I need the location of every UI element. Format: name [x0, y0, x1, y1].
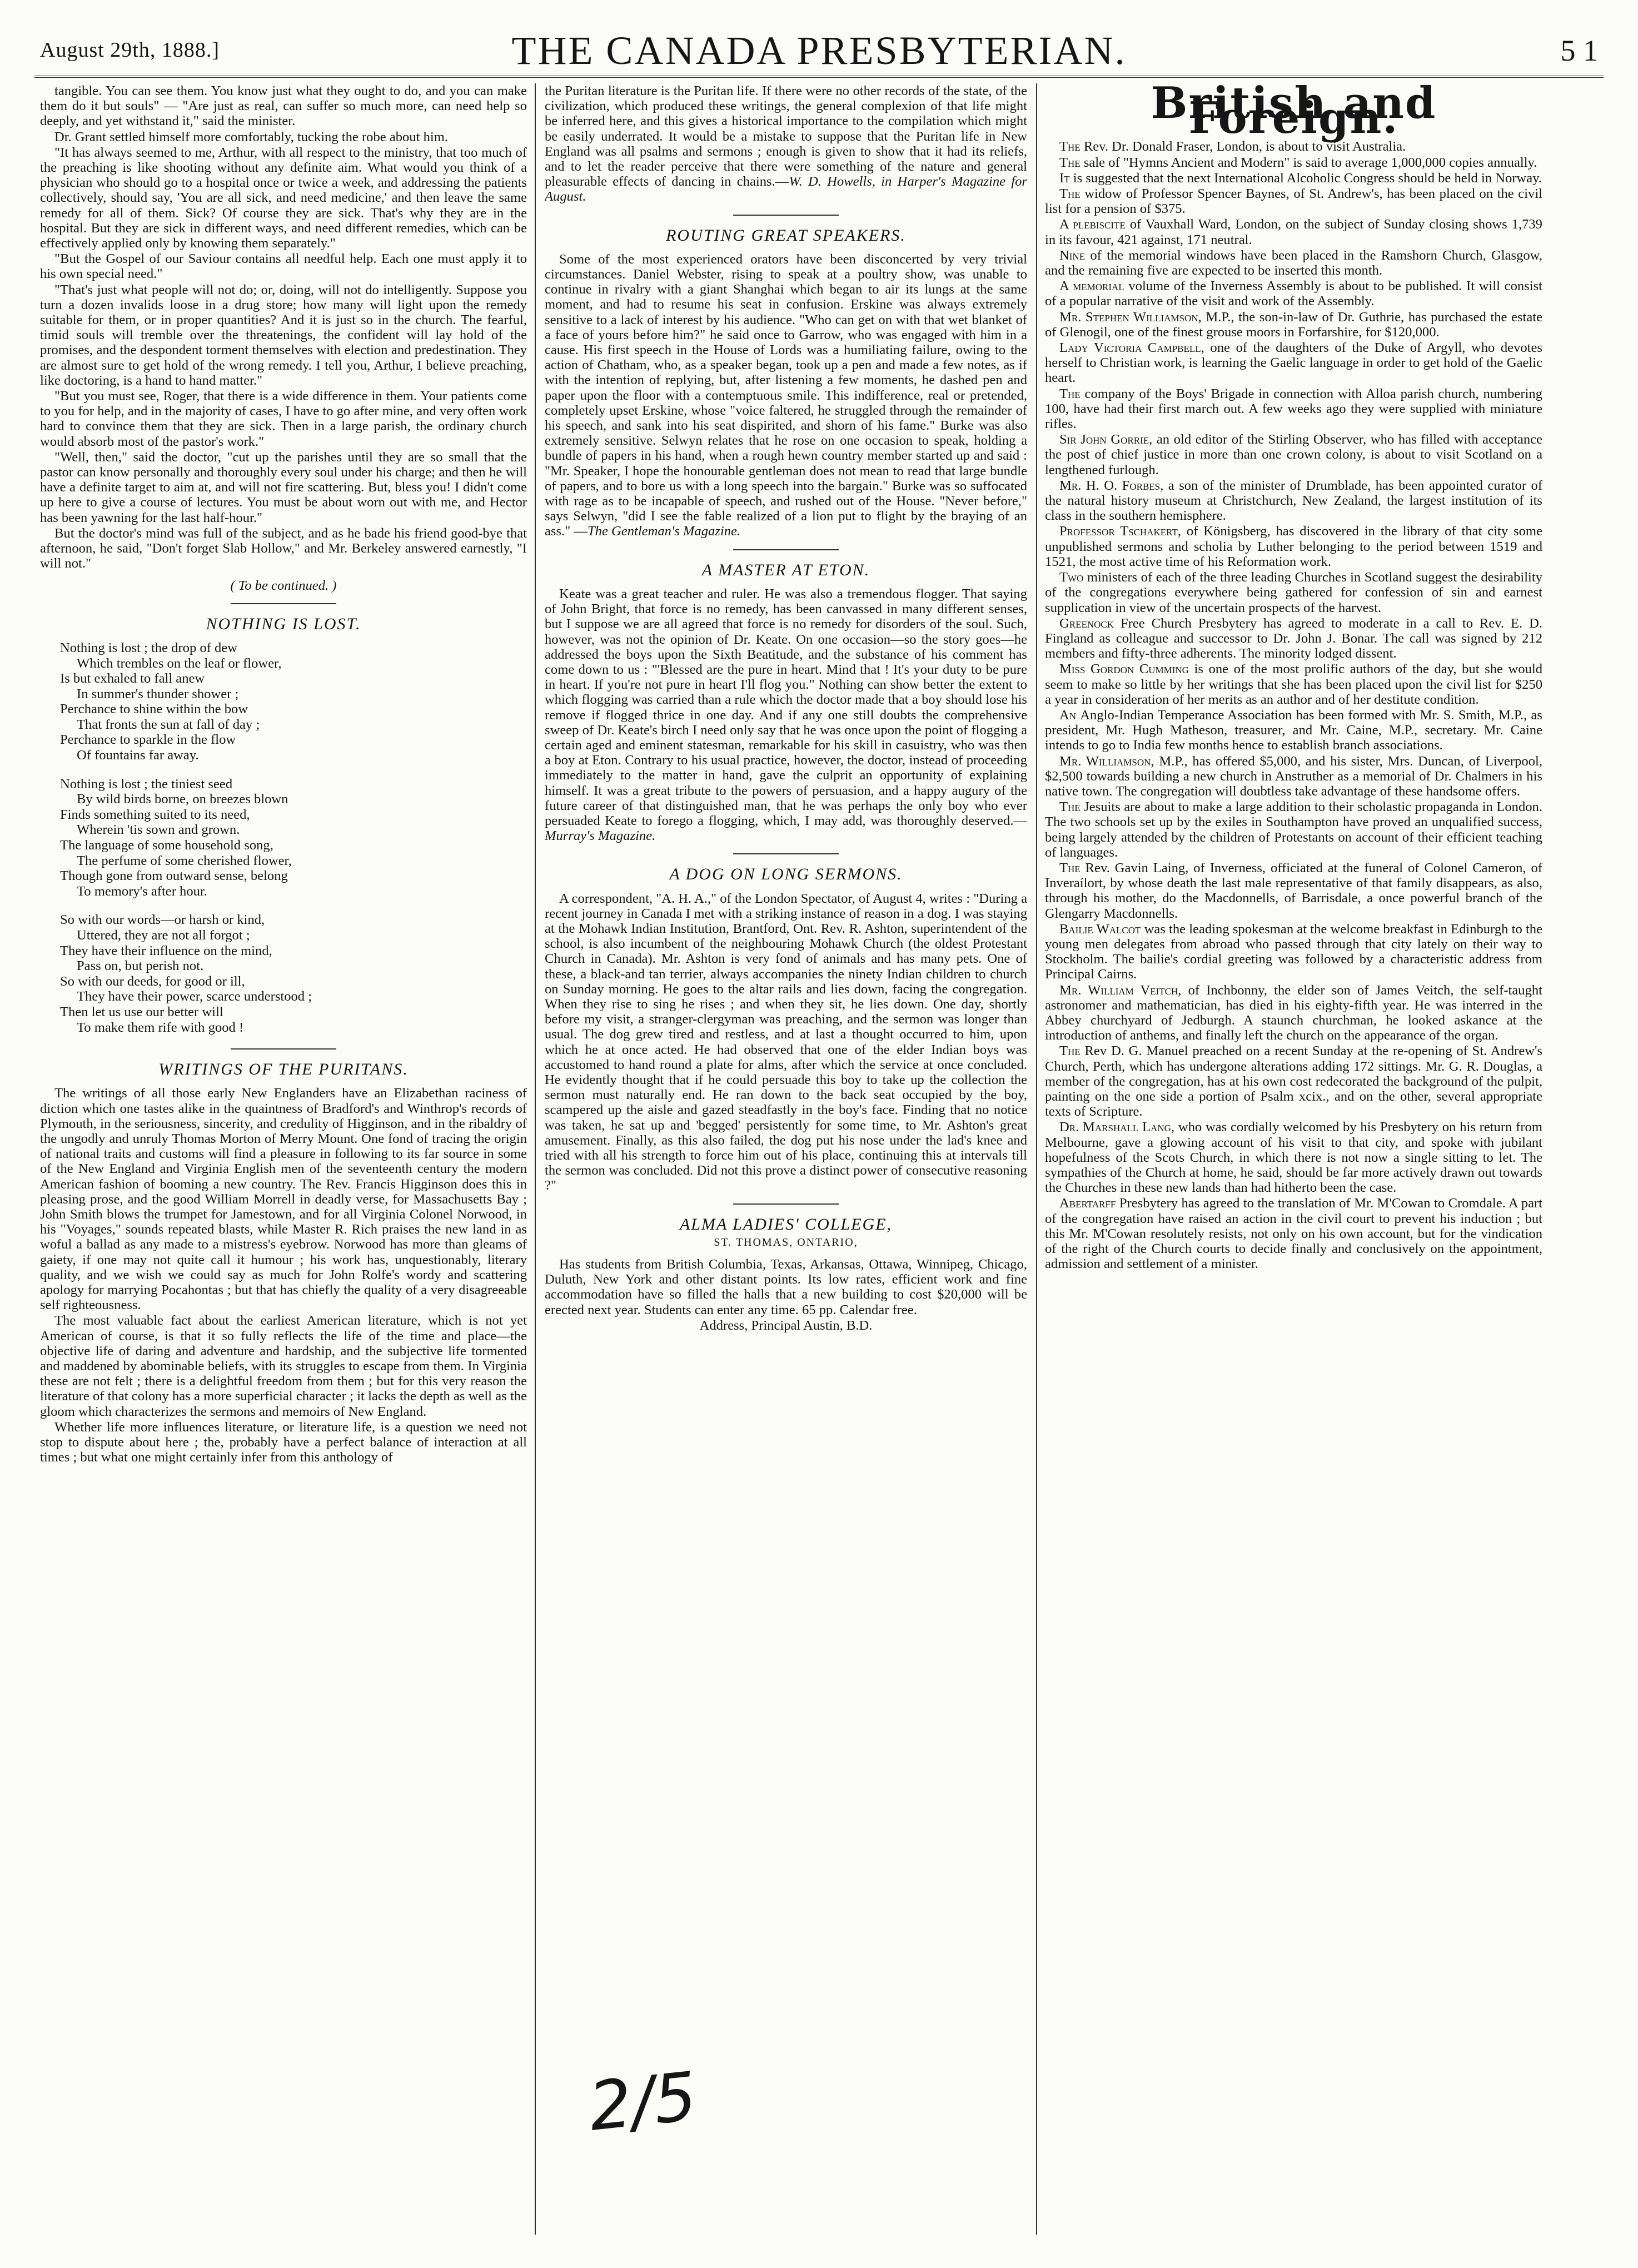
poem-line: Of fountains far away.: [77, 748, 199, 763]
news-item-text: of Königsberg, has discovered in the library of that city some unpublished sermons and scholia by Luther belonging to the period between 1519 and 1521, the most active time of his Reformation work.: [1045, 524, 1542, 569]
news-item-lead: Professor Tschakert,: [1059, 524, 1187, 539]
poem: [60, 640, 527, 1035]
source-attribution: The Gentleman's Magazine.: [588, 524, 741, 539]
advert-address: Address, Principal Austin, B.D.: [699, 1317, 873, 1333]
news-item-lead: The: [1059, 139, 1084, 155]
news-item-lead: A plebiscite: [1059, 217, 1130, 232]
news-item-text: Anglo-Indian Temperance Association has been formed with Mr. S. Smith, M.P., as president, Mr. Hugh Matheson, treasurer, and Mr. Caine, M.P., secretary. Mr. Caine intends to go to India few months hence to establish branch associations.: [1045, 707, 1542, 753]
paragraph-text: Some of the most experienced orators have been disconcerted by very trivial circumstances. Daniel Webster, rising to speak at a poultry show, was unable to continue in rivalry with a giant Shanghai which began to air its lungs at the same moment, and had to resume his seat in confusion. Erskine was always extremely sensitive to a lack of interest by his audience. "Who can get on with that wet blanket of a face of yours before him?" he said once to Garrow, who was engaged with him in a cause. His first speech in the House of Lords was a humiliating failure, owing to the action of Chatham, who, as a speaker began, took up a pen and made a few notes, as if with the intention of replying, but, after listening a few moments, he dashed pen and paper upon the floor with a contemptuous smile. This indifference, real or pretended, completely upset Erskine, whose "voice faltered, he struggled through the remainder of his speech, and sank into his seat dispirited, and shorn of his fame." Burke was also extremely sensitive. Selwyn relates that he rose on one occasion to speak, holding a bundle of papers in his hand, when a rough hewn country member started up and said : "Mr. Speaker, I hope the honourable gentleman does not mean to read that large bundle of papers, and to bore us with a long speech into the bargain." Burke was so suffocated with rage as to be incapable of speech, and rushed out of the House. "Never before," says Selwyn, "did I see the fable realized of a lion put to flight by the braying of an ass." —: [545, 251, 1027, 539]
section-rule: [733, 853, 839, 854]
story-paragraph: "But the Gospel of our Saviour contains all needful help. Each one must apply it to his own special need.": [40, 251, 527, 282]
news-item-text: of the memorial windows have been placed in the Ramshorn Church, Glasgow, and the remaining five are expected to be inserted this month.: [1045, 247, 1542, 278]
newspaper-title: THE CANADA PRESBYTERIAN.: [511, 28, 1127, 73]
poem-stanza: [60, 912, 527, 1035]
poem-line: By wild birds borne, on breezes blown: [77, 792, 288, 807]
poem-line: Wherein 'tis sown and grown.: [77, 822, 240, 838]
news-item: [1045, 186, 1542, 216]
news-item-lead: Mr. Williamson,: [1059, 753, 1159, 769]
news-item-lead: Mr. H. O. Forbes,: [1059, 478, 1168, 493]
news-item: [1045, 278, 1542, 309]
news-item-text: a son of the minister of Drumblade, has been appointed curator of the natural history museum at Christchurch, New Zealand, the largest institution of its class in the southern hemisphere.: [1045, 478, 1542, 524]
news-item: [1045, 310, 1542, 340]
news-item-lead: Abertarff: [1059, 1196, 1119, 1211]
poem-title: NOTHING IS LOST.: [206, 614, 361, 633]
advert-location: ST. THOMAS, ONTARIO,: [714, 1236, 858, 1249]
news-item-text: Jesuits are about to make a large addition to their scholastic propaganda in London. The two schools set up by the exiles in Southampton have proved an unqualified success, being largely attended by the children of Protestants on account of their efficient teaching of languages.: [1045, 799, 1542, 860]
poem-line: Perchance to shine within the bow: [60, 702, 248, 717]
news-item-text: of Inchbonny, the elder son of James Veitch, the self-taught astronomer and mathematician, has died in his eighty-fifth year. He was interred in the Abbey churchyard of Jedburgh. A staunch churchman, he looked askance at the introduction of anthems, and finally left the church on the appearance of the organ.: [1045, 982, 1542, 1043]
news-item-lead: It: [1059, 170, 1073, 186]
news-item-lead: Lady Victoria Campbell,: [1059, 340, 1211, 356]
poem-line: Uttered, they are not all forgot ;: [77, 928, 250, 943]
article-title-puritans: WRITINGS OF THE PURITANS.: [158, 1060, 409, 1079]
column-1: [40, 83, 527, 2240]
section-rule: [231, 1048, 336, 1050]
news-items: [1045, 139, 1542, 1271]
news-item: [1045, 386, 1542, 432]
news-item-text: is one of the most prolific authors of the day, but she would seem to make so little by her writings that she has been placed upon the civil list for $250 a year in consideration of her merits as an author and of her destitute condition.: [1045, 662, 1542, 707]
news-item-lead: Miss Gordon Cumming: [1059, 662, 1194, 677]
poem-line: The language of some household song,: [60, 838, 273, 853]
article-puritans: [40, 1086, 527, 1465]
article-title-routing: ROUTING GREAT SPEAKERS.: [666, 226, 906, 245]
advert-title-alma: ALMA LADIES' COLLEGE,: [679, 1215, 893, 1234]
section-rule: [733, 549, 839, 550]
news-item-text: an old editor of the Stirling Observer, who has filled with acceptance the post of chief justice in more than one crown colony, is about to visit Scotland on a lengthened furlough.: [1045, 432, 1542, 478]
story-paragraph: "It has always seemed to me, Arthur, with all respect to the ministry, that too much of the preaching is like shooting without any definite aim. What would you think of a physician who should go to a hospital once or twice a week, and addressing the patients collectively, should say, 'You are all sick, and need medicine,' and then leave the same remedy for all of them. Sick? Of course they are sick. That's why they are in the hospital. But they are sick in different ways, and need different remedies, which can be effectively applied only by knowing them separately.": [40, 145, 527, 251]
column-divider: [535, 83, 536, 2235]
news-item-lead: Sir John Gorrie,: [1059, 432, 1157, 447]
story-paragraph: But the doctor's mind was full of the subject, and as he bade his friend good-bye that afternoon, he said, "Don't forget Slab Hollow," and Mr. Berkeley answered earnestly, "I will not.": [40, 525, 527, 571]
news-item: [1045, 1043, 1542, 1119]
section-rule: [231, 603, 336, 604]
section-rule: [733, 215, 839, 216]
poem-line: Is but exhaled to fall anew: [60, 671, 205, 687]
poem-stanza: [60, 777, 527, 899]
news-item-lead: A memorial: [1059, 278, 1129, 294]
article-paragraph: The writings of all those early New Englanders have an Elizabethan raciness of diction which one tastes alike in the quaintness of Bradford's and Winthrop's records of Plymouth, in the seriousness, sincerity, and credulity of Higginson, and in the ribaldry of the ungodly and unruly Thomas Morton of Merry Mount. One fond of tracing the origin of national traits and customs will find a pleasure in following to its far source in some of the New England and Virginia English men of the seventeenth century the modern American fashion of booming a new country. The Rev. Francis Higginson does this in pleasing prose, and the good William Morrell in deadly verse, for Massachusetts Bay ; John Smith blows the trumpet for Jamestown, and for all Virginia Colonel Norwood, in his "Voyages," sounds repeated blasts, while Master R. Rich praises the new land in as woful a ballad as any made to a mistress's eyebrow. Norwood has more than gleams of gaiety, if one may not quite call it humour ; his work has, unquestionably, literary quality, and we wish we could say as much for John Rolfe's wordy and scattering apology for marrying Pocahontas ; but that has chiefly the quality of a very disagreeable self righteousness.: [40, 1086, 527, 1313]
header-rule: [34, 76, 1604, 78]
article-paragraph: The most valuable fact about the earliest American literature, which is not yet American of course, is that it so fully reflects the life of the time and place—the objective life of daring and adventure and hardship, and the subjective life tormented and maddened by abominable beliefs, with its struggles to escape from them. In Virginia these are not felt ; there is a delightful freedom from them ; but for this very reason the literature of that colony has a more superficial character ; it lacks the depth as well as the gloom which characterizes the sermons and memoirs of New England.: [40, 1313, 527, 1419]
article-routing: [545, 252, 1027, 539]
news-item: [1045, 171, 1542, 186]
news-item-lead: Two: [1059, 570, 1087, 585]
poem-line: That fronts the sun at fall of day ;: [77, 717, 260, 732]
issue-date: August 29th, 1888.]: [40, 38, 220, 62]
section-rule: [733, 1203, 839, 1205]
poem-line: The perfume of some cherished flower,: [77, 853, 292, 868]
news-item-text: Rev. Dr. Donald Fraser, London, is about to visit Australia.: [1083, 139, 1406, 155]
news-item: [1045, 570, 1542, 615]
news-item: [1045, 922, 1542, 982]
news-item-lead: The: [1059, 1043, 1085, 1059]
news-item-lead: The: [1059, 155, 1084, 170]
news-item-lead: Bailie Walcot: [1059, 921, 1144, 937]
news-item: [1045, 217, 1542, 247]
poem-line: To memory's after hour.: [77, 883, 207, 899]
poem-line: Pass on, but perish not.: [77, 958, 204, 974]
news-item-text: who was cordially welcomed by his Presbytery on his return from Melbourne, gave a glowing account of his visit to that city, and spoke with jubilant hopefulness of the Scots Church, in which there is not now a single sitting to let. The sympathies of the Church at home, he said, should be far more actively drawn out towards the Churches in these new lands than had hitherto been the case.: [1045, 1120, 1542, 1196]
news-item-text: widow of Professor Spencer Baynes, of St. Andrew's, has been placed on the civil list for a pension of $375.: [1045, 186, 1542, 217]
news-item: [1045, 524, 1542, 569]
poem-line: Nothing is lost ; the tiniest seed: [60, 776, 233, 792]
poem-line: They have their influence on the mind,: [60, 943, 272, 958]
page-header: [0, 0, 1638, 72]
news-item-text: ministers of each of the three leading Churches in Scotland suggest the desirability of the congregations everywhere being gathered for confession of sin and earnest supplication in view of the uncertain prospects of the harvest.: [1045, 570, 1542, 615]
news-item: [1045, 708, 1542, 753]
news-item-text: Rev. Gavin Laing, of Inverness, officiated at the funeral of Colonel Cameron, of Inveraílort, by whose death the last male representative of that family disappears, as also, through his mother, do the Macdonnells, of Barrisdale, a once powerful branch of the Glengarry Macdonnells.: [1045, 860, 1542, 921]
column-2: [545, 83, 1027, 2240]
news-item: [1045, 432, 1542, 478]
news-item: [1045, 340, 1542, 386]
news-item-lead: Mr. Stephen Williamson,: [1059, 309, 1206, 325]
poem-line: They have their power, scarce understood ;: [77, 989, 312, 1004]
news-item-text: Presbytery has agreed to the translation of Mr. M'Cowan to Cromdale. A part of the congregation have raised an action in the civil court to prevent his induction ; but this Mr. M'Cowan resolutely resists, not only on his own account, but for the vindication of the right of the Church courts to decide finally and conclusively on the appointment, admission and settlement of a minister.: [1045, 1196, 1542, 1272]
poem-line: Though gone from outward sense, belong: [60, 868, 288, 884]
news-item-text: was the leading spokesman at the welcome breakfast in Edinburgh to the young men delegates from abroad who passed through that city lately on their way to Stockholm. The bailie's cordial greeting was followed by a characteristic address from Principal Cairns.: [1045, 921, 1542, 982]
story-paragraph: "Well, then," said the doctor, "cut up the parishes until they are so small that the pastor can know personally and thoroughly every soul under his charge; and then he will have a definite target to aim at, and will not fire scattering. But, bless you! I didn't come up here to give a course of lectures. You must be about worn out with me, and Hector has been yawning for the last half-hour.": [40, 449, 527, 525]
news-item-text: Free Church Presbytery has agreed to moderate in a call to Rev. E. D. Fingland as colleague and successor to Dr. John J. Bonar. The call was signed by 212 members and fifty-three adherents. The minority lodged dissent.: [1045, 615, 1542, 662]
article-title-dog: A DOG ON LONG SERMONS.: [669, 865, 903, 884]
news-item-text: M.P., the son-in-law of Dr. Guthrie, has purchased the estate of Glenogil, one of the finest grouse moors in Forfarshire, for $120,000.: [1045, 309, 1542, 340]
news-item-text: volume of the Inverness Assembly is about to be published. It will consist of a popular narrative of the visit and work of the Assembly.: [1045, 278, 1542, 309]
poem-line: Which trembles on the leaf or flower,: [77, 655, 282, 671]
serial-story: [40, 83, 527, 571]
news-item-lead: An: [1059, 707, 1081, 723]
handwritten-mark: 2/5: [585, 2058, 700, 2146]
news-item-lead: The: [1059, 386, 1085, 401]
news-item-text: sale of "Hymns Ancient and Modern" is said to average 1,000,000 copies annually.: [1083, 155, 1537, 170]
news-item-lead: Dr. Marshall Lang,: [1059, 1120, 1178, 1135]
news-item: [1045, 616, 1542, 662]
poem-line: So with our words—or harsh or kind,: [60, 912, 265, 928]
article-puritans-continued: [545, 83, 1027, 205]
poem-line: Then let us use our better will: [60, 1004, 223, 1019]
news-item: [1045, 1120, 1542, 1195]
poem-line: Finds something suited to its need,: [60, 807, 250, 822]
poem-line: Perchance to sparkle in the flow: [60, 732, 236, 748]
news-item: [1045, 478, 1542, 524]
story-paragraph: "That's just what people will not do; or, doing, will not do intelligently. Suppose you turn a dozen invalids loose in a drug store; how many will light upon the remedy suitable for them, or in proper quantities? And it is just so in the church. The fearful, timid souls will tremble over the threatenings, the confident will lay hold of the promises, and the despondent torment themselves with election and predestination. They are almost sure to get hold of the wrong remedy. I tell you, Arthur, I believe preaching, like doctoring, is a hand to hand matter.": [40, 282, 527, 388]
news-item-text: is suggested that the next International Alcoholic Congress should be held in Norway.: [1073, 170, 1542, 186]
to-be-continued: ( To be continued. ): [230, 578, 337, 593]
story-paragraph: "But you must see, Roger, that there is a wide difference in them. Your patients come to you for help, and in the majority of cases, I have to go after mine, and very often work hard to convince them that they are sick. Then in a large parish, the ordinary church would absorb most of the pastor's work.": [40, 389, 527, 449]
poem-line: In summer's thunder shower ;: [77, 686, 239, 702]
news-item-text: of Vauxhall Ward, London, on the subject of Sunday closing shows 1,739 in its favour, 421 against, 171 neutral.: [1045, 217, 1542, 247]
poem-stanza: [60, 640, 527, 763]
news-item: [1045, 799, 1542, 860]
news-item-lead: The: [1059, 860, 1086, 876]
paragraph-text: Keate was a great teacher and ruler. He was also a tremendous flogger. That saying of John Bright, that force is no remedy, has been canvassed in many different senses, but I suppose we are all agreed that force is no remedy for disorders of the soul. Such, however, was not the opinion of Dr. Keate. On one occasion—so the story goes—he addressed the boys upon the Sixth Beatitude, and the substance of his comment has come down to us : "'Blessed are the pure in heart. Mind that ! It's your duty to be pure in heart. If you're not pure in heart I'll flog you." Nothing can show better the extent to which flogging was carried than a rule which the doctor made that a boy should lose his remove if flogged thrice in one day. And if any one still doubts the comprehensive sweep of Dr. Keate's birch I need only say that he was once upon the point of flogging a certain aged and eminent statesman, remarkable for his skill in casuistry, who was then a boy at Eton. Contrary to his usual practice, however, the doctor, instead of proceeding immediately to the matter in hand, gave the culprit an opportunity of explaining himself. It was a great tribute to the powers of persuasion, and a happy augury of the future career of that distinguished man, that he was perhaps the only boy who ever persuaded Keate to forego a flogging, which, I may add, was thoroughly deserved.—: [545, 586, 1027, 828]
news-item: [1045, 139, 1542, 154]
news-item-lead: The: [1059, 799, 1084, 815]
news-item-text: one of the daughters of the Duke of Argyll, who devotes herself to Christian work, is learning the Gaelic language in order to get hold of the Gaelic heart.: [1045, 340, 1542, 386]
news-item-text: company of the Boys' Brigade in connection with Alloa parish church, numbering 100, have had their first march out. A few weeks ago they were supplied with miniature rifles.: [1045, 386, 1542, 432]
news-item: [1045, 1196, 1542, 1271]
poem-line: To make them rife with good !: [77, 1019, 244, 1035]
news-item-lead: Mr. William Veitch,: [1059, 982, 1188, 998]
news-item-lead: The: [1059, 186, 1085, 202]
poem-line: So with our deeds, for good or ill,: [60, 973, 245, 989]
story-paragraph: Dr. Grant settled himself more comfortably, tucking the robe about him.: [54, 129, 449, 145]
story-paragraph: tangible. You can see them. You know just what they ought to do, and you can make them do it but souls" — "Are just as real, can suffer so much more, can need help so deeply, and yet withstand it," said the minister.: [40, 83, 527, 129]
article-paragraph: Whether life more influences literature, or literature life, is a question we need not stop to dispute about here ; the, probably have a perfect balance of interaction at all times ; but what one might certainly infer from this anthology of: [40, 1419, 527, 1465]
column-3: [1045, 83, 1542, 2240]
news-item: [1045, 662, 1542, 707]
advert-alma-text: Has students from British Columbia, Texas, Arkansas, Ottawa, Winnipeg, Chicago, Duluth, New York and other distant points. Its low rates, efficient work and fine accommodation have so filled the halls that a new building to cost $20,000 will be erected next year. Students can enter any time. 65 pp. Calendar free.: [545, 1257, 1027, 1317]
news-item: [1045, 155, 1542, 170]
column-divider: [1036, 83, 1037, 2235]
news-item-text: M.P., has offered $5,000, and his sister, Mrs. Duncan, of Liverpool, $2,500 towards building a new church in Anstruther as a memorial of Dr. Chalmers in his native town. The congregation will doubtless take advantage of these handsome offers.: [1045, 753, 1542, 799]
news-item: [1045, 754, 1542, 799]
news-item: [1045, 861, 1542, 921]
news-item-text: Rev D. G. Manuel preached on a recent Sunday at the re-opening of St. Andrew's Church, Perth, which has undergone alterations adding 172 sittings. Mr. G. R. Douglas, a member of the congregation, has at his own cost redecorated the background of the pulpit, painting on the one side a portion of Psalm xcix., and on the other, several appropriate texts of Scripture.: [1045, 1043, 1542, 1120]
news-item-lead: Nine: [1059, 247, 1091, 263]
section-masthead: British and Foreign.: [1151, 83, 1437, 144]
article-eton: [545, 586, 1027, 843]
paragraph-text: the Puritan literature is the Puritan life. If there were no other records of the state, of the civilization, which produced these writings, the general complexion of that life might be inferred here, and this gives a historical importance to the compilation which might be easily underrated. It would be a mistake to suppose that the Puritan life in New England was all psalms and sermons ; enough is given to show that it had its reliefs, and to let the reader perceive that there were something of the nature and general pleasurable effects of dancing in chains.—: [545, 83, 1027, 190]
article-title-eton: A MASTER AT ETON.: [701, 560, 870, 579]
poem-line: Nothing is lost ; the drop of dew: [60, 640, 238, 655]
news-item: [1045, 248, 1542, 278]
page-number: 5 1: [1560, 34, 1598, 67]
article-dog: A correspondent, "A. H. A.," of the London Spectator, of August 4, writes : "During a recent journey in Canada I met with a striking instance of reason in a dog. I was staying at the Mohawk Indian Institution, Brantford, Ont. Rev. R. Ashton, superintendent of the school, is also incumbent of the neighbouring Mohawk Church (the oldest Protestant Church in Canada). Mr. Ashton is very fond of animals and has many pets. One of these, a black-and tan terrier, always accompanies the ninety Indian children to church on Sunday morning. He goes to the altar rails and lies down, facing the congregation. When they rise to sing he rises ; and when they sit, he lies down. One day, shortly before my visit, a stranger-clergyman was preaching, and the sermon was longer than usual. The dog grew tired and restless, and at last a thought occurred to him, upon which he at once acted. He had observed that one of the elder Indian boys was accustomed to hand round a plate for alms, after which the service at once concluded. He evidently thought that if he could persuade this boy to take up the collection the sermon must naturally end. He ran down to the back seat occupied by the boy, scampered up the aisle and gazed steadfastly in the boy's face. Finding that no notice was taken, he sat up and 'begged' persistently for some time, to Mr. Ashton's great amusement. Finally, as this also failed, the dog put his nose under the lad's knee and tried with all his strength to force him out of his place, continuing this at intervals till the sermon was concluded. Did not this prove a distinct power of consecutive reasoning ?": [545, 891, 1027, 1193]
news-item: [1045, 983, 1542, 1043]
source-attribution: Murray's Magazine.: [545, 828, 656, 844]
source-attribution: W. D. Howells, in Harper's Magazine for August.: [545, 174, 1027, 205]
news-item-lead: Greenock: [1059, 615, 1121, 631]
